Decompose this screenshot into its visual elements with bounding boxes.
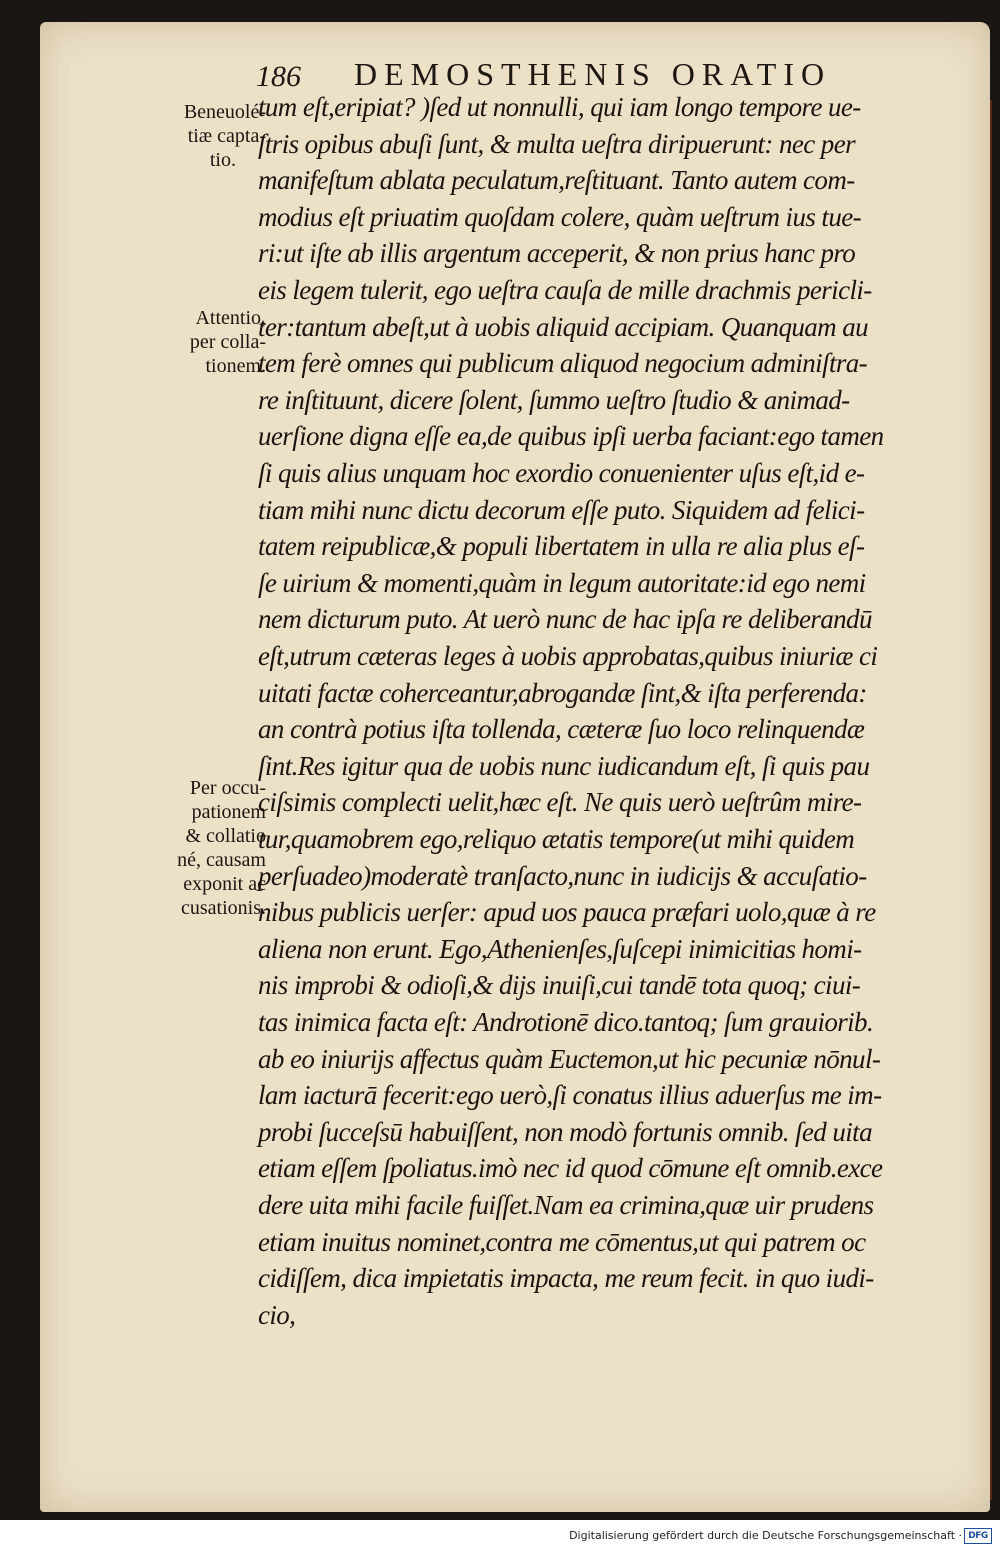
body-line: eſt,utrum cæteras leges à uobis approbatas,quibus iniuriæ ci bbox=[258, 641, 878, 671]
margin-note-line: né, causam bbox=[177, 849, 266, 871]
body-line: ſint.Res igitur qua de uobis nunc iudicandum eſt, ſi quis pau bbox=[258, 750, 870, 781]
body-line: eis legem tulerit, ego ueſtra cauſa de mille drachmis pericli- bbox=[258, 275, 872, 305]
body-line: cio, bbox=[258, 1299, 296, 1330]
body-line: re inſtituunt, dicere ſolent, ſummo ueſtro ſtudio & animad- bbox=[258, 384, 850, 415]
dfg-logo: DFG bbox=[964, 1528, 992, 1544]
body-line: ciſsimis complecti uelit,hæc eſt. Ne quis uerò ueſtrûm mire- bbox=[258, 787, 862, 818]
margin-note-line: pationem bbox=[191, 801, 266, 823]
margin-note-line: & collatio bbox=[185, 825, 266, 847]
body-line: ab eo iniurijs affectus quàm Euctemon,ut hic pecuniæ nōnul- bbox=[258, 1043, 881, 1074]
page-header bbox=[250, 56, 870, 96]
margin-note-line: tiæ capta- bbox=[187, 125, 266, 147]
body-line: etiam inuitus nominet,contra me cōmentus,ut qui patrem oc bbox=[258, 1226, 866, 1257]
margin-note bbox=[118, 776, 266, 920]
body-line: nibus publicis uerſer: apud uos pauca præfari uolo,quæ à re bbox=[258, 897, 876, 928]
page-number: 186 bbox=[256, 60, 301, 93]
body-line: lam iacturā fecerit:ego uerò,ſi conatus illius aduerſus me im- bbox=[258, 1080, 882, 1111]
margin-note bbox=[118, 100, 266, 172]
body-line: cidiſſem, dica impietatis impacta, me reum fecit. in quo iudi- bbox=[258, 1263, 874, 1294]
body-line: probi ſucceſsū habuiſſent, non modò fortunis omnib. ſed uita bbox=[258, 1116, 872, 1147]
body-line: ſtris opibus abuſi ſunt, & multa ueſtra diripuerunt: nec per bbox=[258, 128, 855, 159]
margin-note-line: cusationis. bbox=[181, 897, 266, 919]
body-line: ri:ut iſte ab illis argentum acceperit, & non prius hanc pro bbox=[258, 238, 856, 269]
body-line: dere uita mihi facile fuiſſet.Nam ea crimina,quæ uir prudens bbox=[258, 1190, 874, 1220]
body-line: tiam mihi nunc dictu decorum eſſe puto. Siquidem ad felici- bbox=[258, 494, 865, 525]
footer bbox=[0, 1520, 1000, 1554]
body-line: perſuadeo)moderatè tranſacto,nunc in iudicijs & accuſatio- bbox=[258, 860, 867, 891]
body-line: uitati factæ coherceantur,abrogandæ ſint,& iſta perferenda: bbox=[258, 677, 867, 708]
body-line: nem dicturum puto. At uerò nunc de hac ipſa re deliberandū bbox=[258, 604, 872, 635]
body-line: modius eſt priuatim quoſdam colere, quàm ueſtrum ius tue- bbox=[258, 201, 861, 232]
body-line: nis improbi & odioſi,& dijs inuiſi,cui tandē tota quoq; ciui- bbox=[258, 970, 861, 1001]
body-line: tatem reipublicæ,& populi libertatem in ulla re alia plus eſ- bbox=[258, 531, 865, 562]
body-line: tas inimica facta eſt: Androtionē dico.tantoq; ſum grauiorib. bbox=[258, 1007, 874, 1037]
body-line: manifeſtum ablata peculatum,reſtituant. Tanto autem com- bbox=[258, 165, 855, 196]
body-line: ſe uirium & momenti,quàm in legum autoritate:id ego nemi bbox=[258, 567, 866, 598]
margin-note-line: Beneuolé- bbox=[183, 101, 266, 123]
margin-note-line: tionem. bbox=[205, 355, 266, 377]
margin-note-line: exponit ac bbox=[183, 873, 266, 895]
margin-note-line: per colla- bbox=[189, 331, 266, 353]
body-line: etiam eſſem ſpoliatus.imò nec id quod cōmune eſt omnib.exce bbox=[258, 1153, 883, 1184]
margin-note-line: Per occu- bbox=[189, 777, 266, 799]
digitization-credit: Digitalisierung gefördert durch die Deutsche Forschungsgemeinschaft · bbox=[569, 1529, 962, 1542]
body-line: tur,quamobrem ego,reliquo ætatis tempore(ut mihi quidem bbox=[258, 824, 855, 854]
body-line: ter:tantum abeſt,ut à uobis aliquid accipiam. Quanquam au bbox=[258, 311, 869, 342]
margin-note-line: tio. bbox=[209, 149, 236, 171]
running-title: DEMOSTHENIS ORATIO bbox=[354, 56, 832, 92]
body-line: tem ferè omnes qui publicum aliquod negocium adminiſtra- bbox=[258, 348, 868, 379]
margin-note-line: Attentio, bbox=[195, 307, 266, 329]
body-line: uerſione digna eſſe ea,de quibus ipſi uerba faciant:ego tamen bbox=[258, 421, 884, 452]
body-line: an contrà potius iſta tollenda, cæteræ ſuo loco relinquendæ bbox=[258, 714, 865, 745]
body-line: ſi quis alius unquam hoc exordio conuenienter uſus eſt,id e- bbox=[258, 458, 865, 488]
margin-note bbox=[118, 306, 266, 378]
body-line: tum eſt,eripiat? )ſed ut nonnulli, qui iam longo tempore ue- bbox=[258, 92, 861, 122]
body-line: aliena non erunt. Ego,Athenienſes,ſuſcepi inimicitias homi- bbox=[258, 933, 862, 964]
